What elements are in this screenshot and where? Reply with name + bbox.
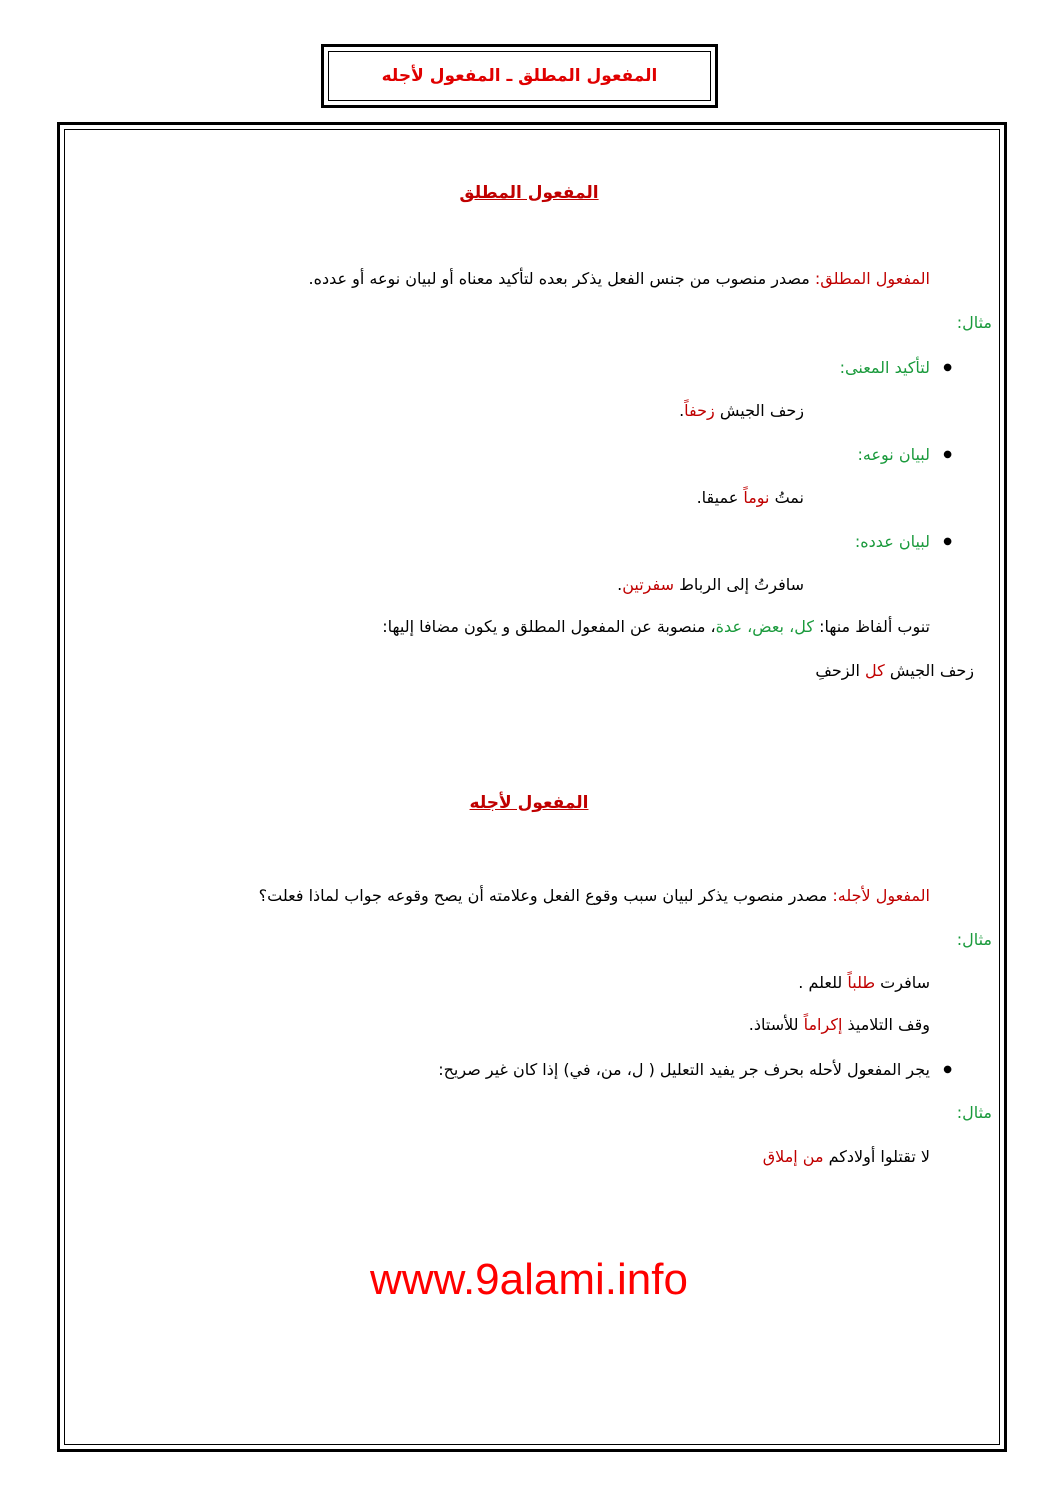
- note-separator: ،: [784, 617, 795, 636]
- section2-example-2: [749, 1014, 930, 1036]
- example-highlight: إكراماً: [803, 1015, 843, 1034]
- example-highlight: طلباً: [847, 973, 876, 992]
- content-frame: [57, 122, 1007, 1452]
- section2-example-3: [763, 1146, 930, 1168]
- section1-example-label: مثال:: [956, 313, 992, 332]
- example-highlight: نوماً: [743, 488, 770, 507]
- note-word: بعض: [752, 617, 785, 636]
- title-box: [321, 44, 718, 108]
- bullet-example-1: [679, 400, 804, 422]
- example-text: زحف الجيش: [884, 661, 974, 680]
- substitute-note: [382, 616, 930, 638]
- example-text: .: [617, 575, 623, 594]
- section2-definition: [259, 885, 930, 907]
- example-text: للعلم .: [798, 973, 848, 992]
- example-text: نمتُ: [769, 488, 804, 507]
- example-text: سافرتُ إلى الرباط: [673, 575, 804, 594]
- example-text: لا تقتلوا أولادكم: [823, 1147, 930, 1166]
- example-highlight: كل: [865, 661, 885, 680]
- section1-def-term: المفعول المطلق:: [814, 269, 930, 288]
- footer-url[interactable]: www.9alami.info: [370, 1255, 688, 1304]
- note-word: كل: [794, 617, 814, 636]
- example-text: عميقا.: [696, 488, 744, 507]
- section2-def-term: المفعول لأجله:: [832, 886, 930, 905]
- section1-def-text: مصدر منصوب من جنس الفعل يذكر بعده لتأكيد معناه أو لبيان نوعه أو عدده.: [308, 269, 815, 288]
- example-highlight: زحفاً: [684, 401, 715, 420]
- note-text: ، منصوبة عن المفعول المطلق و يكون مضافا إليها:: [382, 617, 716, 636]
- example-text: للأستاذ.: [748, 1015, 804, 1034]
- example-text: زحف الجيش: [714, 401, 804, 420]
- page-title: المفعول المطلق ـ المفعول لأجله: [381, 66, 658, 86]
- note-word: عدة: [715, 617, 742, 636]
- section2-example-label: مثال:: [956, 930, 992, 949]
- bullet-label-3: ● لبيان عدده:: [855, 531, 930, 553]
- example-text: الزحفِ: [815, 661, 866, 680]
- example-highlight: سفرتين: [622, 575, 674, 594]
- bullet-example-3: [617, 574, 804, 596]
- substitute-example: [815, 660, 974, 682]
- bullet-example-2: [697, 487, 804, 509]
- section1-heading: المفعول المطلق: [459, 183, 599, 203]
- example-text: وقف التلاميذ: [842, 1015, 930, 1034]
- note-text: تنوب ألفاظ منها:: [814, 617, 930, 636]
- section2-example-1: [798, 972, 930, 994]
- example-highlight: من إملاق: [762, 1147, 824, 1166]
- section2-rule: ● يجر المفعول لأحله بحرف جر يفيد التعليل ( ل، من، في) إذا كان غير صريح:: [438, 1059, 930, 1081]
- section2-example-label-2: مثال:: [956, 1103, 992, 1122]
- section1-definition: [308, 268, 930, 290]
- section2-def-text: مصدر منصوب يذكر لبيان سبب وقوع الفعل وعلامته أن يصح وقوعه جواب لماذا فعلت؟: [258, 886, 833, 905]
- note-separator: ،: [741, 617, 753, 636]
- bullet-label-2: ● لبيان نوعه:: [858, 444, 930, 466]
- section2-heading: المفعول لأجله: [469, 793, 589, 813]
- example-text: .: [679, 401, 685, 420]
- example-text: سافرت: [875, 973, 930, 992]
- bullet-label-1: ● لتأكيد المعنى:: [840, 357, 930, 379]
